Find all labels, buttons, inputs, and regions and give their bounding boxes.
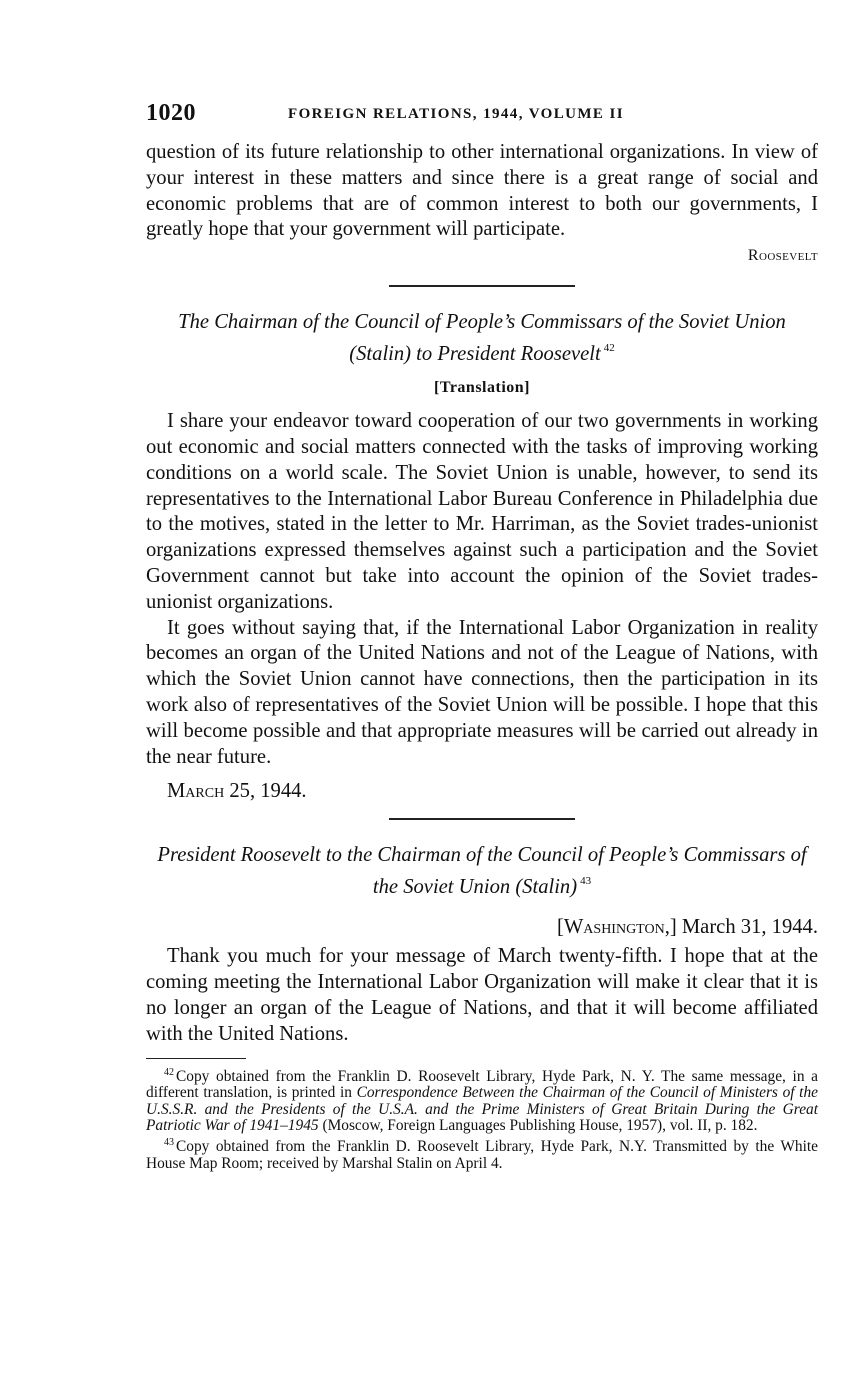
letter-heading-stalin	[146, 309, 818, 367]
document-page	[146, 96, 818, 1172]
date-stalin-letter: March 25, 1944.	[167, 780, 307, 803]
dateline-place: [Washington,]	[557, 916, 677, 939]
heading-text: President Roosevelt to the Chairman of the Council of People’s Commissars of the Soviet Union (Stalin)	[157, 844, 807, 899]
letter-heading-roosevelt	[146, 842, 818, 900]
footnote-title: Correspondence Between the Chairman of the Council of Ministers of the U.S.S.R. and the Presidents of the U.S.A. and the Prime Ministers of Great Britain During the Great Patriotic War of 1941–1945	[146, 1084, 818, 1135]
stalin-paragraph-1: I share your endeavor toward cooperation of our two governments in working out economic and social matters connected with the tasks of improving working conditions on a world scale. The Soviet Union is unable, however, to send its representatives to the International Labor Bureau Conference in Philadelphia due to the motives, stated in the letter to Mr. Harriman, as the Soviet trades-unionist organizations expressed themselves against such a participation and the Soviet Government cannot but take into account the opinion of the Soviet trades-unionist organizations.	[146, 410, 818, 613]
section-divider	[389, 285, 575, 287]
roosevelt-paragraph-1: Thank you much for your message of March twenty-fifth. I hope that at the coming meeting the International Labor Organization will make it clear that it is no longer an organ of the League of Nations, and that it will become affiliated with the United Nations.	[146, 945, 818, 1045]
footnote-text: Copy obtained from the Franklin D. Roosevelt Library, Hyde Park, N. Y. The same message, in a different translation, is printed in	[146, 1067, 818, 1102]
running-head	[146, 96, 818, 132]
footnote-text: (Moscow, Foreign Languages Publishing House, 1957), vol. II, p. 182.	[318, 1117, 758, 1135]
heading-text: The Chairman of the Council of People’s Commissars of the Soviet Union (Stalin) to President Roosevelt	[178, 311, 786, 366]
footnote-divider	[146, 1058, 246, 1059]
footnote-42	[146, 1065, 818, 1135]
signature-roosevelt: Roosevelt	[747, 247, 818, 265]
footnote-43	[146, 1135, 818, 1172]
dateline-date: March 31, 1944.	[681, 916, 818, 939]
footnote-ref: 42	[603, 342, 615, 355]
footnote-text: Copy obtained from the Franklin D. Roosevelt Library, Hyde Park, N.Y. Transmitted by the White House Map Room; received by Marshal Stalin on April 4.	[146, 1137, 818, 1172]
stalin-paragraph-2: It goes without saying that, if the International Labor Organization in reality becomes an organ of the United Nations and not of the League of Nations, with which the Soviet Union cannot have connections, then the participation in its work also of representatives of the Soviet Union will be possible. I hope that this will become possible and that appropriate measures will be carried out already in the near future.	[146, 616, 818, 768]
footnote-ref: 43	[580, 875, 592, 888]
running-title: FOREIGN RELATIONS, 1944, VOLUME II	[288, 106, 624, 122]
dateline	[146, 914, 818, 940]
footnote-number: 43	[164, 1136, 174, 1148]
translation-label: [Translation]	[434, 379, 530, 397]
continued-paragraph: question of its future relationship to other international organizations. In view of your interest in these matters and since there is a great range of social and economic problems that are of common interest to both our governments, I greatly hope that your government will participate.	[146, 141, 818, 241]
footnote-number: 42	[164, 1066, 174, 1078]
section-divider	[389, 818, 575, 820]
page-number: 1020	[146, 100, 196, 126]
